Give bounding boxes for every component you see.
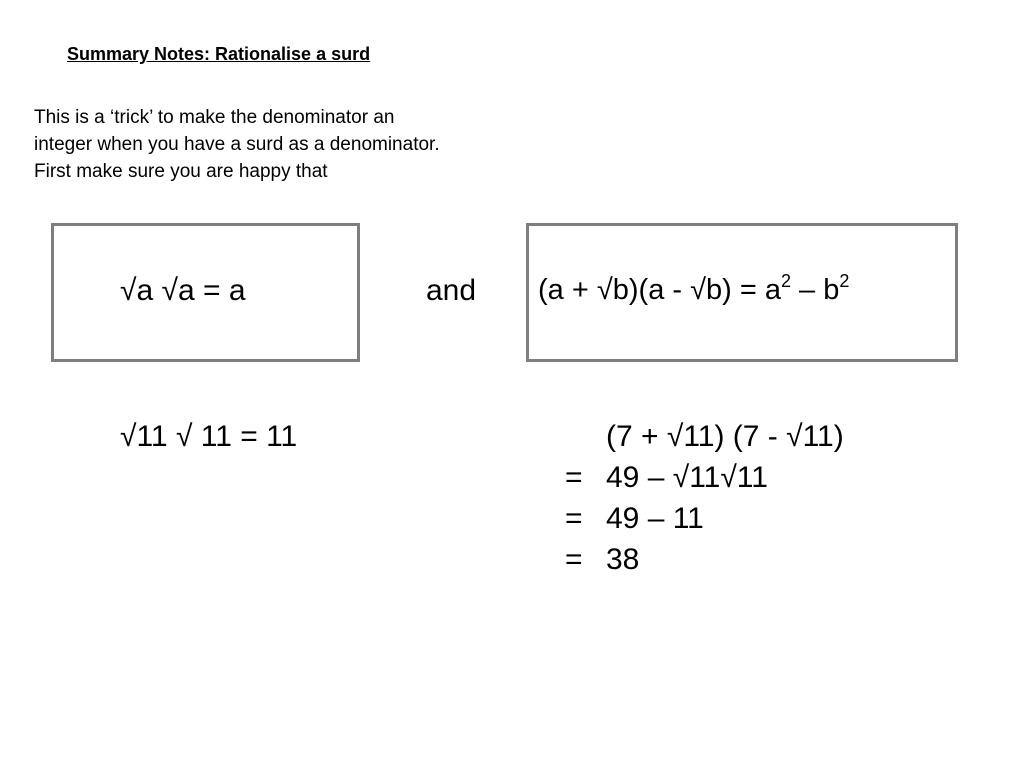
intro-line: integer when you have a surd as a denominator. <box>34 134 440 155</box>
working-line <box>565 543 844 584</box>
example-expansion <box>565 420 844 584</box>
working-line <box>565 502 844 543</box>
working-line <box>565 461 844 502</box>
superscript: 2 <box>780 271 791 291</box>
superscript: 2 <box>839 271 850 291</box>
working-text: 49 – 11 <box>606 502 704 535</box>
working-line <box>565 420 844 461</box>
working-text: 49 – √11√11 <box>606 461 768 494</box>
equals-sign: = <box>565 502 583 535</box>
equals-sign: = <box>565 461 583 494</box>
working-text: 38 <box>606 543 640 576</box>
connector-word: and <box>426 274 477 307</box>
identity-middle: – b <box>791 274 840 306</box>
intro-paragraph <box>34 104 440 185</box>
intro-line: This is a ‘trick’ to make the denominator an <box>34 107 395 128</box>
equals-sign: = <box>565 543 583 576</box>
intro-line: First make sure you are happy that <box>34 161 328 182</box>
identity-lhs: (a + √b)(a - √b) = a <box>538 274 781 306</box>
difference-of-squares-identity <box>538 271 850 307</box>
page-title: Summary Notes: Rationalise a surd <box>67 44 371 64</box>
surd-product-identity: √a √a = a <box>120 274 246 307</box>
example-surd-product: √11 √ 11 = 11 <box>120 420 298 453</box>
working-text: (7 + √11) (7 - √11) <box>606 420 844 453</box>
